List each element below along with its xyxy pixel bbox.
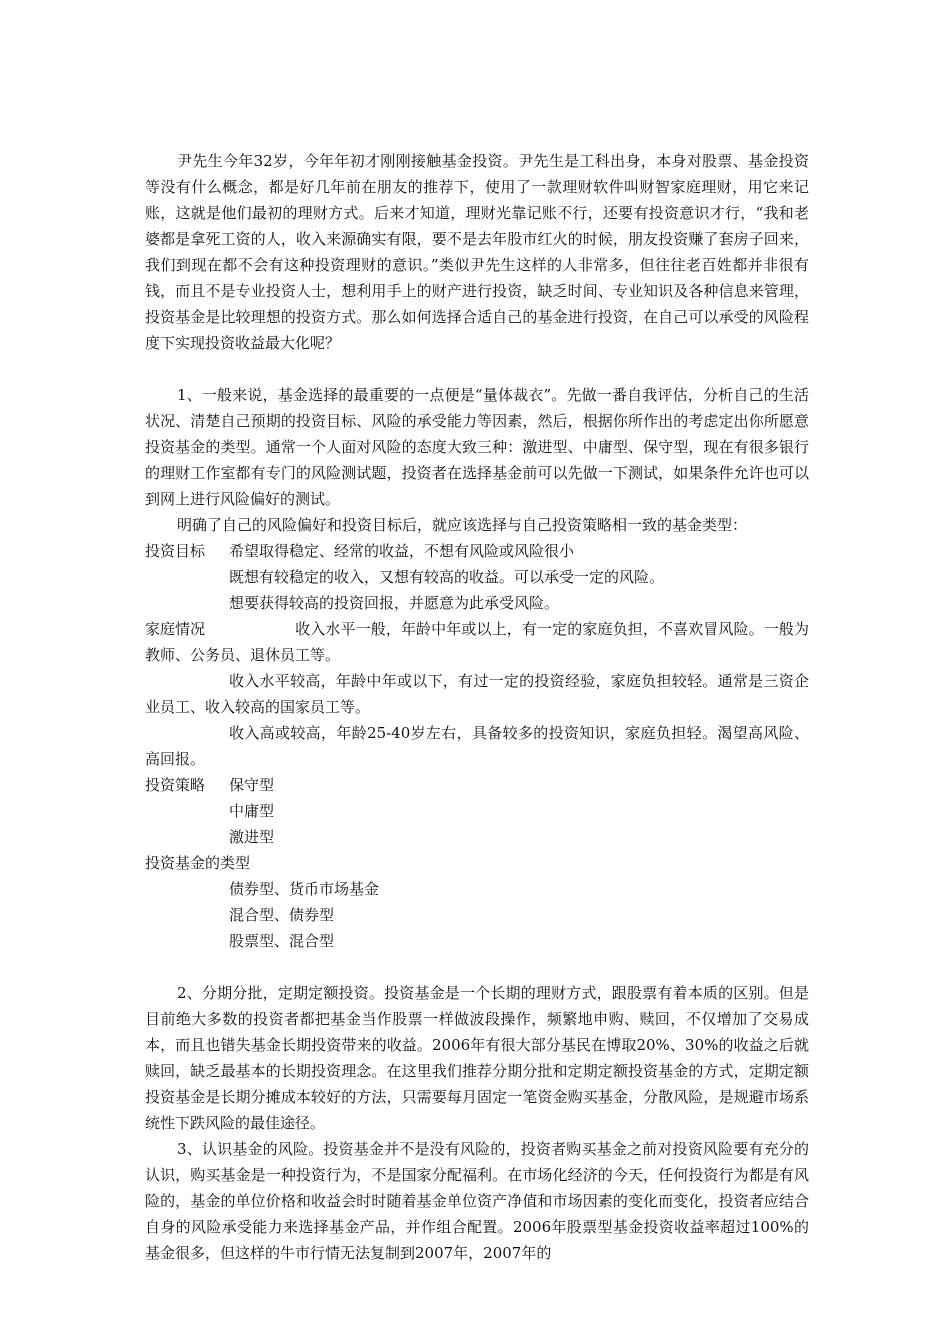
goals-label: 投资目标 xyxy=(145,542,206,560)
document-page xyxy=(145,148,809,1266)
fund-type-item: 股票型、混合型 xyxy=(229,932,335,950)
fund-types-label: 投资基金的类型 xyxy=(145,854,251,872)
goals-row-1 xyxy=(145,538,809,564)
fund-type-item: 债券型、货币市场基金 xyxy=(229,880,380,898)
strategy-item: 保守型 xyxy=(229,776,275,794)
family-label: 家庭情况 xyxy=(145,620,206,638)
fund-type-item: 混合型、债券型 xyxy=(229,906,335,924)
strategy-item: 激进型 xyxy=(229,828,275,846)
point-1-followup: 明确了自己的风险偏好和投资目标后，就应该选择与自己投资策略相一致的基金类型： xyxy=(177,516,748,534)
family-item: 收入高或较高，年龄25-40岁左右，具备较多的投资知识，家庭负担轻。渴望高风险、高回报。 xyxy=(145,724,809,768)
paragraph-gap xyxy=(145,356,809,382)
strategy-row-1 xyxy=(145,772,809,798)
point-1-paragraph: 1、一般来说，基金选择的最重要的一点便是“量体裁衣”。先做一番自我评估，分析自己的生活状况、清楚自己预期的投资目标、风险的承受能力等因素，然后，根据你所作出的考虑定出你所愿意投资基金的类型。通常一个人面对风险的态度大致三种：激进型、中庸型、保守型，现在有很多银行的理财工作室都有专门的风险测试题，投资者在选择基金前可以先做一下测试，如果条件允许也可以到网上进行风险偏好的测试。 xyxy=(145,386,809,508)
family-item: 收入水平较高，年龄中年或以下，有过一定的投资经验，家庭负担较轻。通常是三资企业员工、收入较高的国家员工等。 xyxy=(145,672,809,716)
goal-item: 既想有较稳定的收入，又想有较高的收益。可以承受一定的风险。 xyxy=(229,568,665,586)
goal-item: 希望取得稳定、经常的收益，不想有风险或风险很小 xyxy=(229,542,575,560)
family-item-1: 家庭情况 收入水平一般，年龄中年或以上，有一定的家庭负担，不喜欢冒风险。一般为教师、公务员、退休员工等。 xyxy=(145,616,809,668)
intro-paragraph: 尹先生今年32岁，今年年初才刚刚接触基金投资。尹先生是工科出身，本身对股票、基金投资等没有什么概念，都是好几年前在朋友的推荐下，使用了一款理财软件叫财智家庭理财，用它来记账，这就是他们最初的理财方式。后来才知道，理财光靠记账不行，还要有投资意识才行，“我和老婆都是拿死工资的人，收入来源确实有限，要不是去年股市红火的时候，朋友投资赚了套房子回来，我们到现在都不会有这种投资理财的意识。”类似尹先生这样的人非常多，但往往老百姓都并非很有钱，而且不是专业投资人士，想利用手上的财产进行投资，缺乏时间、专业知识及各种信息来管理，投资基金是比较理想的投资方式。那么如何选择合适自己的基金进行投资，在自己可以承受的风险程度下实现投资收益最大化呢？ xyxy=(145,152,809,352)
paragraph-gap xyxy=(145,954,809,980)
point-3-paragraph: 3、认识基金的风险。投资基金并不是没有风险的，投资者购买基金之前对投资风险要有充分的认识，购买基金是一种投资行为，不是国家分配福利。在市场化经济的今天，任何投资行为都是有风险的，基金的单位价格和收益会时时随着基金单位资产净值和市场因素的变化而变化，投资者应结合自身的风险承受能力来选择基金产品，并作组合配置。2006年股票型基金投资收益率超过100%的基金很多，但这样的牛市行情无法复制到2007年，2007年的 xyxy=(145,1140,809,1262)
goal-item: 想要获得较高的投资回报，并愿意为此承受风险。 xyxy=(229,594,560,612)
strategy-label: 投资策略 xyxy=(145,776,206,794)
point-2-paragraph: 2、分期分批，定期定额投资。投资基金是一个长期的理财方式，跟股票有着本质的区别。但是目前绝大多数的投资者都把基金当作股票一样做波段操作，频繁地申购、赎回，不仅增加了交易成本，而且也错失基金长期投资带来的收益。2006年有很大部分基民在博取20%、30%的收益之后就赎回，缺乏最基本的长期投资理念。在这里我们推荐分期分批和定期定额投资基金的方式，定期定额投资基金是长期分摊成本较好的方法，只需要每月固定一笔资金购买基金，分散风险，是规避市场系统性下跌风险的最佳途径。 xyxy=(145,984,809,1132)
strategy-item: 中庸型 xyxy=(229,802,275,820)
